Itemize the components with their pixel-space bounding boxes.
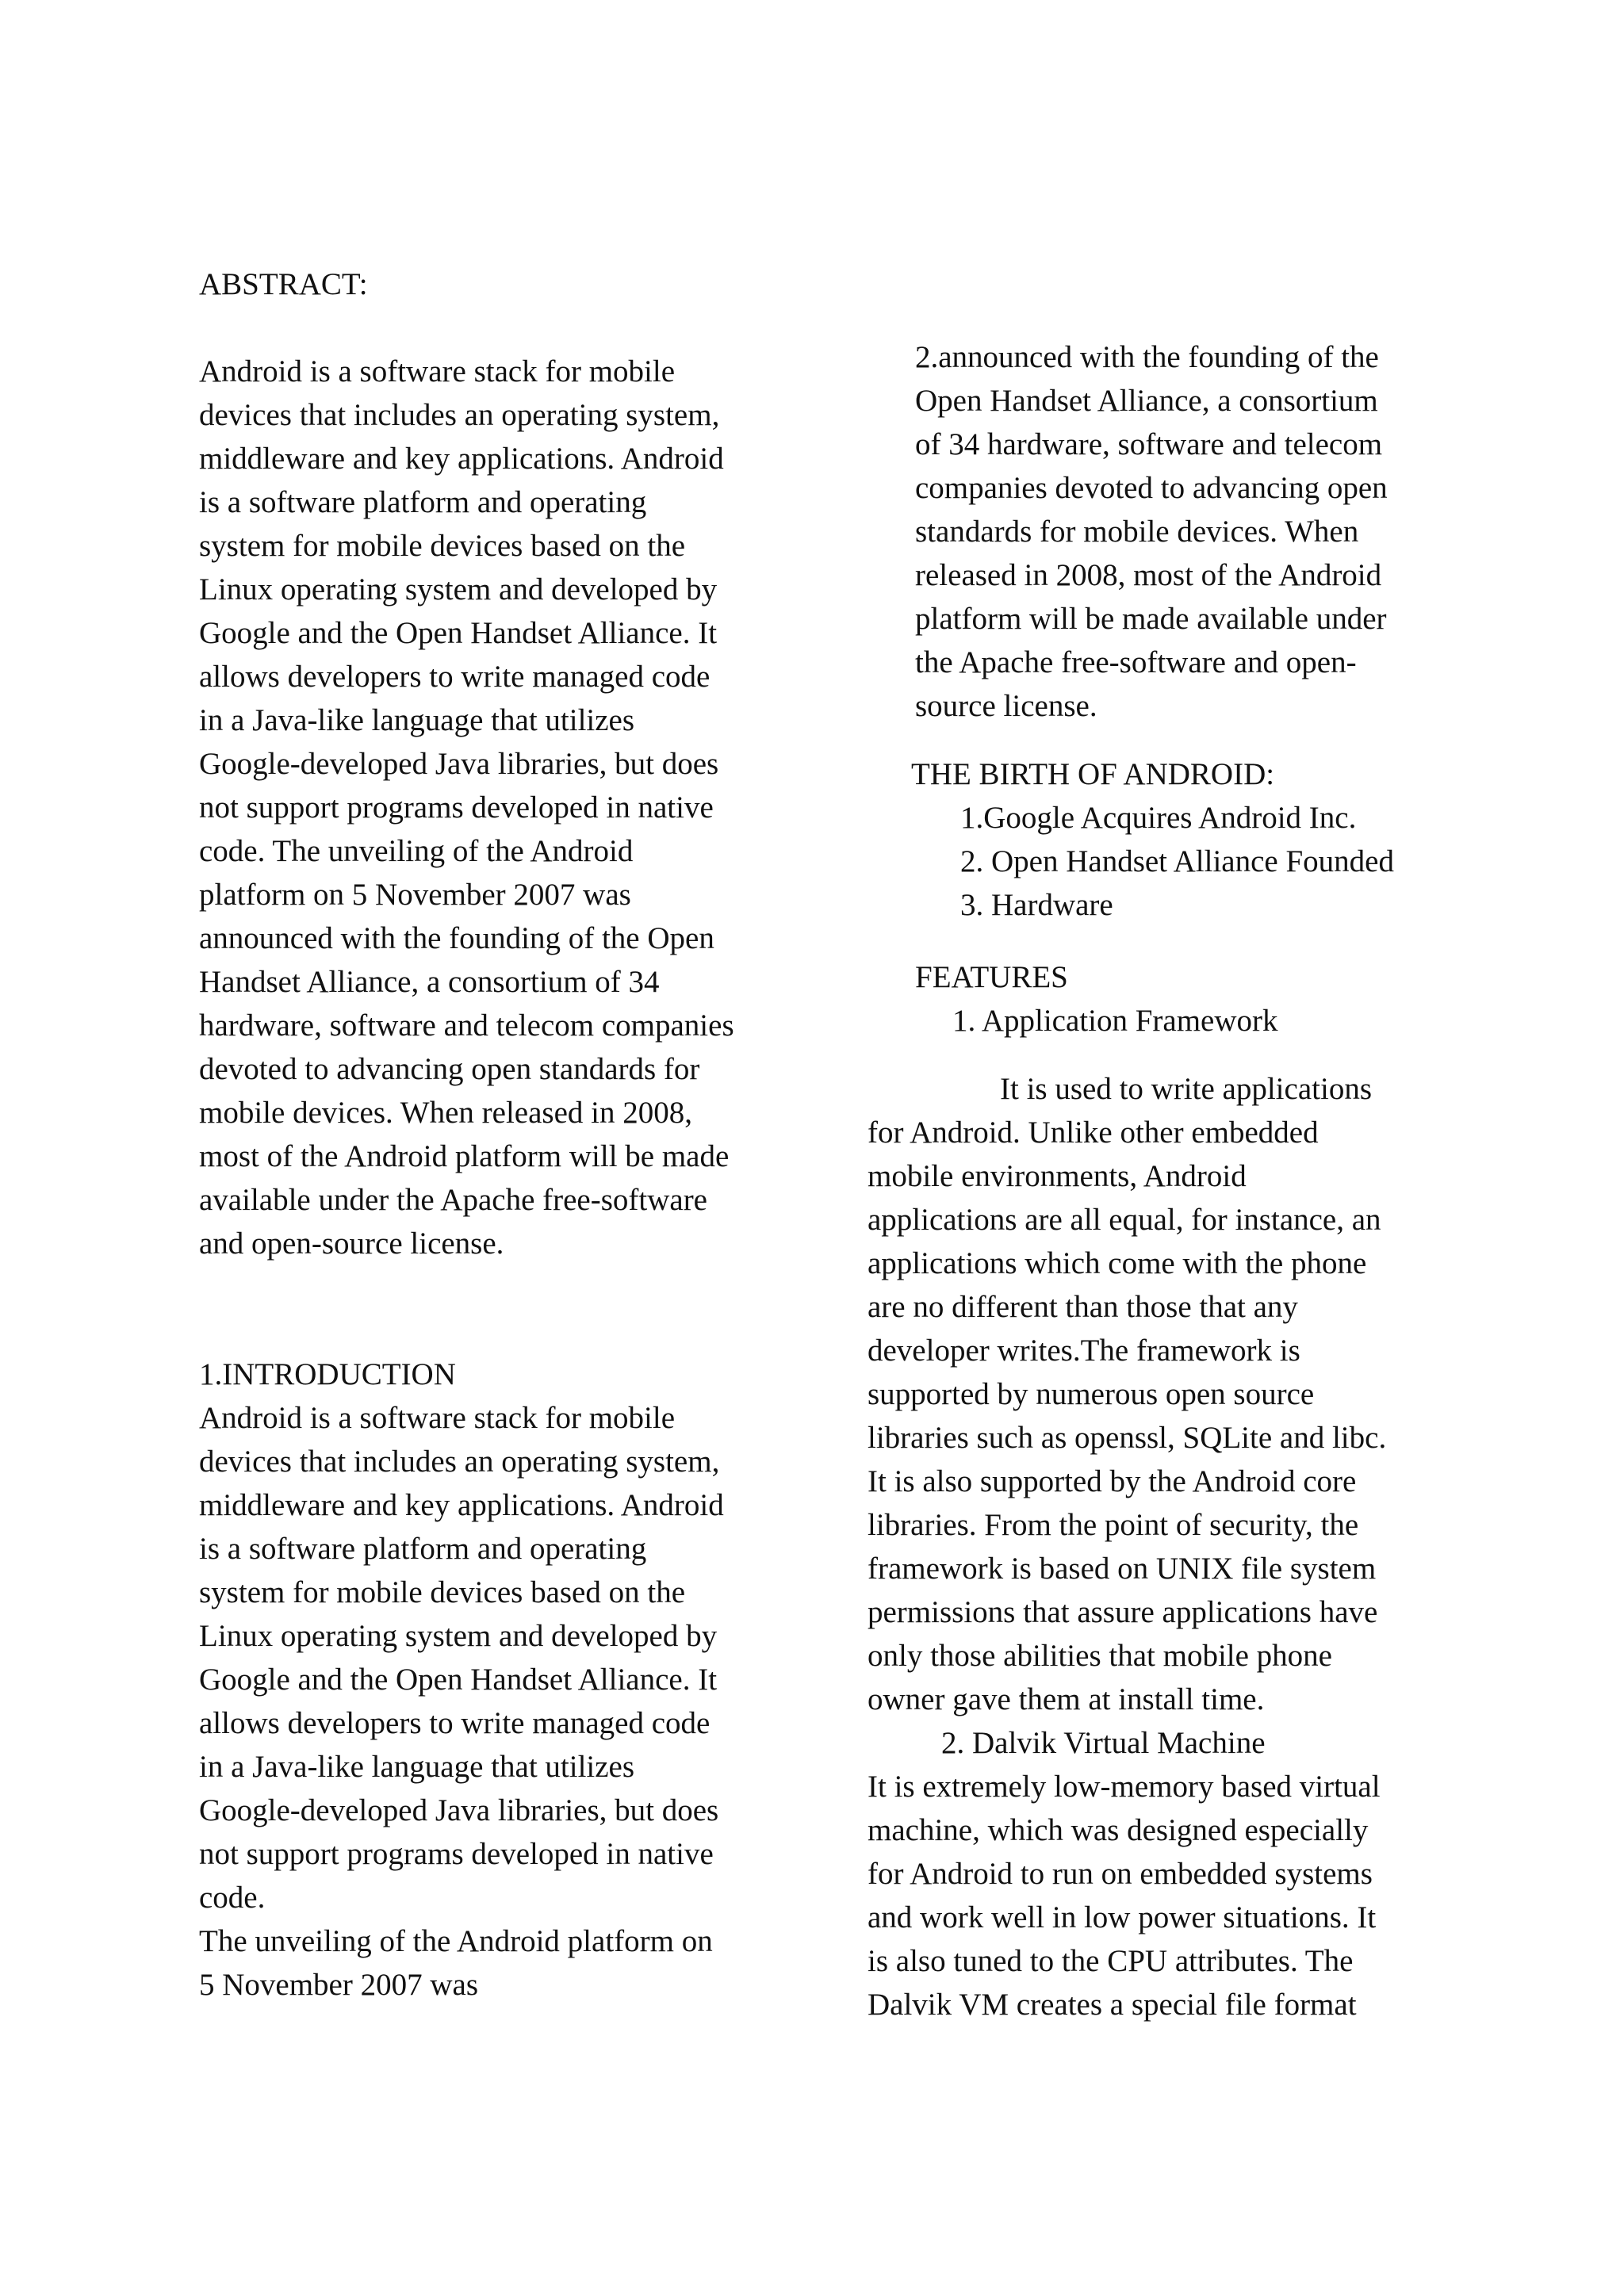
text-line: Google and the Open Handset Alliance. It [199,1663,718,1697]
text-line: middleware and key applications. Android [199,1488,724,1522]
abstract-paragraph [199,350,786,1265]
text-line: It is extremely low-memory based virtual [868,1770,1381,1804]
text-line: are no different than those that any [868,1290,1298,1324]
text-line: hardware, software and telecom companies [199,1008,734,1043]
spacer [199,306,786,350]
text-line: Google-developed Java libraries, but does [199,747,719,781]
right-column [868,335,1438,2026]
text-line: is a software platform and operating [199,1532,647,1566]
text-line: Google-developed Java libraries, but does [199,1793,719,1827]
birth-list-item: 1.Google Acquires Android Inc. [960,801,1357,835]
text-line: It is also supported by the Android core [868,1464,1357,1498]
feature-title: 1. Application Framework [952,1004,1278,1038]
text-line: 2.announced with the founding of the [915,340,1379,374]
text-line: released in 2008, most of the Android [915,558,1382,592]
text-line: framework is based on UNIX file system [868,1552,1377,1586]
text-line: Open Handset Alliance, a consortium [915,384,1378,418]
birth-of-android-heading: THE BIRTH OF ANDROID: [911,757,1275,791]
text-line: is also tuned to the CPU attributes. The [868,1944,1354,1978]
text-line: Handset Alliance, a consortium of 34 [199,965,660,999]
text-line: most of the Android platform will be made [199,1139,730,1173]
text-line: applications which come with the phone [868,1246,1367,1280]
feature-title: 2. Dalvik Virtual Machine [941,1726,1266,1760]
text-line: developer writes.The framework is [868,1334,1300,1368]
text-line: Android is a software stack for mobile [199,354,676,388]
text-line: permissions that assure applications have [868,1595,1378,1629]
text-line: mobile environments, Android [868,1159,1247,1193]
feature-paragraph [868,1765,1438,2026]
text-line: mobile devices. When released in 2008, [199,1096,693,1130]
text-line: Linux operating system and developed by [199,1619,718,1653]
features-heading: FEATURES [915,960,1068,994]
text-line: Android is a software stack for mobile [199,1401,676,1435]
text-line: is a software platform and operating [199,485,647,519]
text-line: only those abilities that mobile phone [868,1639,1332,1673]
text-line: companies devoted to advancing open [915,471,1388,505]
left-column [199,262,786,2007]
text-line: The unveiling of the Android platform on [199,1924,713,1958]
text-line: for Android. Unlike other embedded [868,1115,1319,1150]
text-line: machine, which was designed especially [868,1813,1369,1847]
introduction-paragraph [199,1396,786,2007]
text-line: in a Java-like language that utilizes [199,703,635,737]
text-line: Linux operating system and developed by [199,572,718,607]
text-line: standards for mobile devices. When [915,515,1359,549]
text-line: owner gave them at install time. [868,1682,1265,1716]
abstract-heading: ABSTRACT: [199,267,368,301]
text-line: and open-source license. [199,1226,504,1261]
text-line: for Android to run on embedded systems [868,1857,1373,1891]
text-line: 5 November 2007 was [199,1968,479,2002]
text-line: source license. [915,689,1097,723]
text-line: code. [199,1881,266,1915]
text-line: not support programs developed in native [199,790,714,825]
introduction-heading: 1.INTRODUCTION [199,1357,456,1391]
text-line: devices that includes an operating system, [199,398,720,432]
text-line: libraries such as openssl, SQLite and libc. [868,1421,1387,1455]
text-line: system for mobile devices based on the [199,529,686,563]
text-line: in a Java-like language that utilizes [199,1750,635,1784]
text-line: allows developers to write managed code [199,1706,710,1740]
text-line: code. The unveiling of the Android [199,834,634,868]
text-line: supported by numerous open source [868,1377,1315,1411]
text-line: of 34 hardware, software and telecom [915,427,1383,461]
feature-paragraph [868,1067,1438,1721]
text-line: libraries. From the point of security, the [868,1508,1359,1542]
continued-paragraph [868,335,1438,728]
text-line: platform will be made available under [915,602,1387,636]
birth-list-item: 3. Hardware [960,888,1113,922]
text-line: It is used to write applications [1000,1072,1372,1106]
text-line: the Apache free-software and open- [915,645,1357,679]
text-line: devoted to advancing open standards for [199,1052,700,1086]
text-line: Google and the Open Handset Alliance. It [199,616,718,650]
text-line: applications are all equal, for instance, an [868,1203,1381,1237]
text-line: platform on 5 November 2007 was [199,878,631,912]
birth-list-item: 2. Open Handset Alliance Founded [960,844,1394,878]
spacer [199,1265,786,1353]
text-line: system for mobile devices based on the [199,1575,686,1609]
text-line: announced with the founding of the Open [199,921,714,955]
text-line: devices that includes an operating system, [199,1445,720,1479]
text-line: not support programs developed in native [199,1837,714,1871]
text-line: allows developers to write managed code [199,660,710,694]
text-line: middleware and key applications. Android [199,442,724,476]
text-line: Dalvik VM creates a special file format [868,1988,1357,2022]
text-line: available under the Apache free-software [199,1183,707,1217]
text-line: and work well in low power situations. It [868,1900,1377,1934]
